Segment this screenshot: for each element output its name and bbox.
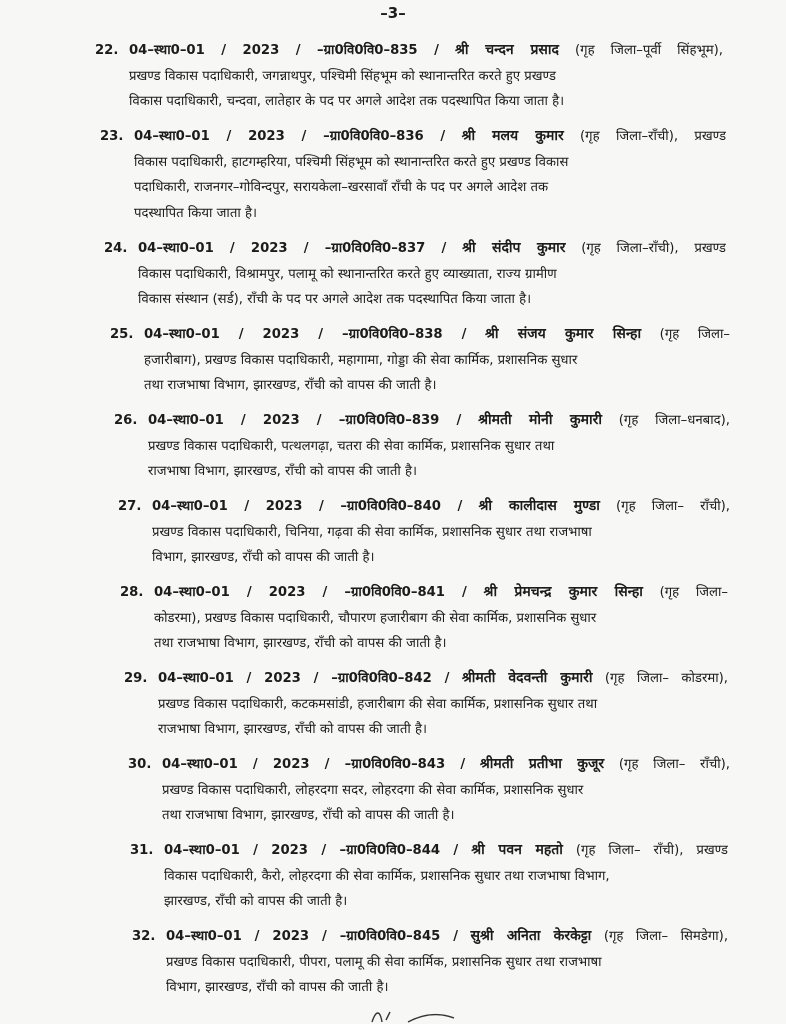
order-reference: 04–स्था0–01 / 2023 / –ग्रा0वि0वि0–844 /: [164, 843, 459, 858]
officer-name: श्रीमती मोनी कुमारी: [478, 412, 602, 428]
entry-first-line: [95, 38, 723, 64]
officer-name: श्रीमती वेदवन्ती कुमारी: [461, 670, 593, 686]
entry-text-line: पदाधिकारी, राजनगर–गोविन्दपुर, सरायकेला–खरसावाँ राँची के पद पर अगले आदेश तक: [134, 180, 549, 195]
entry-text-line: विभाग, झारखण्ड, राँची को वापस की जाती है।: [166, 980, 389, 995]
officer-name: श्री चन्दन प्रसाद: [454, 42, 559, 58]
entry-number: 24.: [104, 241, 128, 256]
entry-text-line: तथा राजभाषा विभाग, झारखण्ड, राँची को वापस की जाती है।: [154, 636, 447, 651]
order-reference: 04–स्था0–01 / 2023 / –ग्रा0वि0वि0–835 /: [129, 43, 439, 58]
officer-name: श्री कालीदास मुण्डा: [478, 498, 600, 514]
entry-first-line: [104, 236, 726, 262]
officer-name: श्री पवन महतो: [471, 842, 563, 858]
entry-text: (गृह जिला–पूर्वी सिंहभूम),: [575, 43, 723, 58]
entry-text: (गृह जिला– सिमडेगा),: [603, 929, 728, 944]
entry-first-line: [120, 580, 728, 606]
officer-name: श्री संदीप कुमार: [462, 240, 566, 256]
page-number: –3–: [380, 4, 406, 22]
entry-number: 30.: [128, 757, 152, 772]
order-entry: [100, 124, 726, 226]
entry-text: (गृह जिला–: [659, 585, 728, 600]
order-entry: [130, 838, 728, 915]
entry-first-line: [114, 408, 730, 434]
entry-first-line: [124, 666, 728, 692]
order-entry: [128, 752, 730, 829]
entry-text-line: प्रखण्ड विकास पदाधिकारी, पत्थलगढ़ा, चतरा की सेवा कार्मिक, प्रशासनिक सुधार तथा: [148, 438, 555, 454]
signature-stroke-icon: [368, 1006, 458, 1024]
order-reference: 04–स्था0–01 / 2023 / –ग्रा0वि0वि0–843 /: [162, 757, 466, 772]
entry-number: 29.: [124, 671, 148, 686]
entry-text: (गृह जिला–धनबाद),: [618, 413, 730, 428]
entry-number: 22.: [95, 43, 119, 58]
entry-text: (गृह जिला– राँची),: [616, 499, 730, 514]
order-entry: [95, 38, 723, 115]
entry-text-line: राजभाषा विभाग, झारखण्ड, राँची को वापस की जाती है।: [148, 464, 417, 479]
entry-text: (गृह जिला– राँची), प्रखण्ड: [575, 843, 728, 858]
order-reference: 04–स्था0–01 / 2023 / –ग्रा0वि0वि0–845 /: [166, 929, 459, 944]
entry-number: 28.: [120, 585, 144, 600]
entry-first-line: [128, 752, 730, 778]
order-entry: [110, 322, 730, 399]
entry-text: (गृह जिला– कोडरमा),: [604, 671, 728, 686]
order-entry: [104, 236, 726, 313]
entry-text-line: प्रखण्ड विकास पदाधिकारी, पीपरा, पलामू की सेवा कार्मिक, प्रशासनिक सुधार तथा राजभाषा: [166, 954, 602, 970]
officer-name: श्री मलय कुमार: [461, 128, 564, 144]
entry-first-line: [100, 124, 726, 150]
entry-text: (गृह जिला–राँची), प्रखण्ड: [581, 241, 726, 256]
entry-text: (गृह जिला–: [659, 327, 730, 342]
entry-first-line: [132, 924, 728, 950]
order-reference: 04–स्था0–01 / 2023 / –ग्रा0वि0वि0–842 /: [158, 671, 450, 686]
entry-text-line: हजारीबाग), प्रखण्ड विकास पदाधिकारी, महागामा, गोड्डा की सेवा कार्मिक, प्रशासनिक सुधार: [144, 352, 578, 368]
order-entry: [114, 408, 730, 485]
entry-number: 31.: [130, 843, 154, 858]
order-reference: 04–स्था0–01 / 2023 / –ग्रा0वि0वि0–840 /: [152, 499, 463, 514]
order-reference: 04–स्था0–01 / 2023 / –ग्रा0वि0वि0–838 /: [144, 327, 467, 342]
entry-text: (गृह जिला–राँची), प्रखण्ड: [580, 129, 726, 144]
entry-text-line: प्रखण्ड विकास पदाधिकारी, चिनिया, गढ़वा की सेवा कार्मिक, प्रशासनिक सुधार तथा राजभाषा: [152, 524, 592, 540]
order-entry: [132, 924, 728, 1001]
entry-text-line: प्रखण्ड विकास पदाधिकारी, कटकमसांडी, हजारीबाग की सेवा कार्मिक, प्रशासनिक सुधार तथा: [158, 696, 598, 712]
entry-first-line: [110, 322, 730, 348]
order-reference: 04–स्था0–01 / 2023 / –ग्रा0वि0वि0–841 /: [154, 585, 467, 600]
entry-text-line: विकास पदाधिकारी, हाटगम्हरिया, पश्चिमी सिंहभूम को स्थानान्तरित करते हुए प्रखण्ड विकास: [134, 154, 569, 170]
officer-name: सुश्री अनिता केरकेट्टा: [470, 928, 592, 944]
entry-text-line: पदस्थापित किया जाता है।: [134, 205, 257, 221]
officer-name: श्री प्रेमचन्द्र कुमार सिन्हा: [483, 584, 643, 600]
entry-number: 32.: [132, 929, 156, 944]
entry-text-line: विकास पदाधिकारी, कैरो, लोहरदगा की सेवा कार्मिक, प्रशासनिक सुधार तथा राजभाषा विभाग,: [164, 868, 610, 884]
entry-text-line: विकास संस्थान (सर्ड), राँची के पद पर अगले आदेश तक पदस्थापित किया जाता है।: [138, 292, 532, 307]
entry-first-line: [118, 494, 730, 520]
order-entry: [118, 494, 730, 571]
order-reference: 04–स्था0–01 / 2023 / –ग्रा0वि0वि0–839 /: [148, 413, 462, 428]
entry-text-line: प्रखण्ड विकास पदाधिकारी, लोहरदगा सदर, लोहरदगा की सेवा कार्मिक, प्रशासनिक सुधार: [162, 782, 584, 798]
order-reference: 04–स्था0–01 / 2023 / –ग्रा0वि0वि0–836 /: [134, 129, 446, 144]
officer-name: श्रीमती प्रतीभा कुजूर: [479, 756, 605, 772]
entry-text-line: तथा राजभाषा विभाग, झारखण्ड, राँची को वापस की जाती है।: [162, 808, 455, 823]
entry-text-line: तथा राजभाषा विभाग, झारखण्ड, राँची को वापस की जाती है।: [144, 378, 437, 393]
entry-first-line: [130, 838, 728, 864]
order-entry: [124, 666, 728, 743]
entry-text: (गृह जिला– राँची),: [618, 757, 730, 772]
order-entry: [120, 580, 728, 657]
officer-name: श्री संजय कुमार सिन्हा: [484, 326, 642, 342]
entry-number: 26.: [114, 413, 138, 428]
entry-text-line: विभाग, झारखण्ड, राँची को वापस की जाती है।: [152, 550, 375, 565]
entry-text-line: झारखण्ड, राँची को वापस की जाती है।: [164, 894, 348, 909]
entry-text-line: विकास पदाधिकारी, चन्दवा, लातेहार के पद पर अगले आदेश तक पदस्थापित किया जाता है।: [129, 94, 565, 109]
entry-text-line: राजभाषा विभाग, झारखण्ड, राँची को वापस की जाती है।: [158, 722, 427, 737]
entry-text-line: विकास पदाधिकारी, विश्रामपुर, पलामू को स्थानान्तरित करते हुए व्याख्याता, राज्य ग्रामीण: [138, 266, 557, 282]
entry-number: 27.: [118, 499, 142, 514]
entry-number: 23.: [100, 129, 124, 144]
order-reference: 04–स्था0–01 / 2023 / –ग्रा0वि0वि0–837 /: [138, 241, 447, 256]
entry-number: 25.: [110, 327, 134, 342]
entry-text-line: कोडरमा), प्रखण्ड विकास पदाधिकारी, चौपारण हजारीबाग की सेवा कार्मिक, प्रशासनिक सुधार: [154, 610, 597, 626]
entry-text-line: प्रखण्ड विकास पदाधिकारी, जगन्नाथपुर, पश्चिमी सिंहभूम को स्थानान्तरित करते हुए प्रखण्ड: [129, 68, 556, 84]
